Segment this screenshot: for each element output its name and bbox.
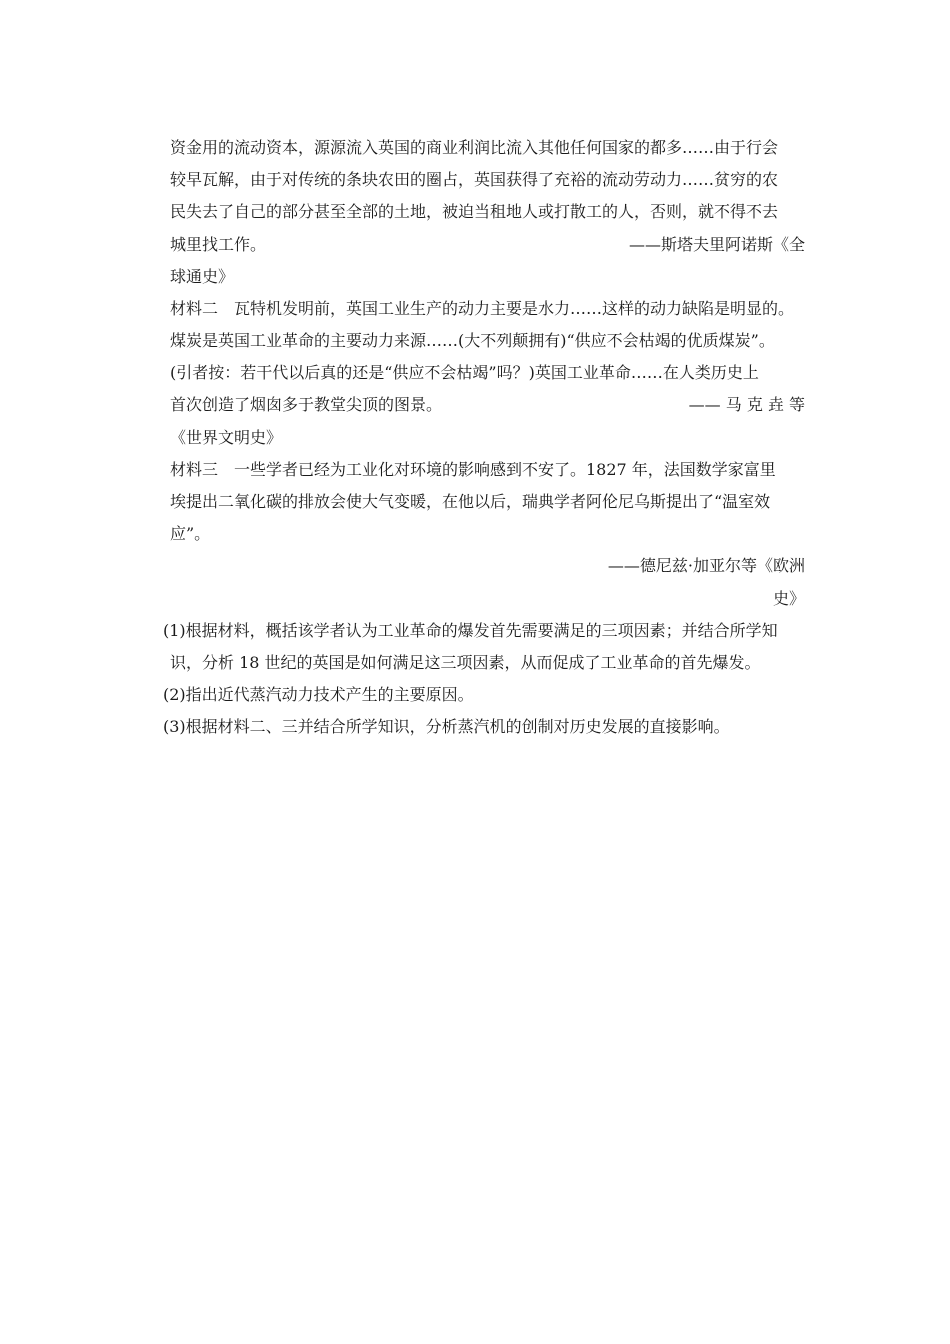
question-1-line-1: (1)根据材料，概括该学者认为工业革命的爆发首先需要满足的三项因素；并结合所学知	[163, 621, 778, 640]
material3-line-3: 应”。	[170, 524, 211, 543]
material2-line-3: (引者按：若干代以后真的还是“供应不会枯竭”吗？)英国工业革命……在人类历史上	[170, 363, 759, 382]
material2-line-2: 煤炭是英国工业革命的主要动力来源……(大不列颠拥有)“供应不会枯竭的优质煤炭”。	[170, 331, 775, 350]
question-3: (3)根据材料二、三并结合所学知识，分析蒸汽机的创制对历史发展的直接影响。	[163, 717, 730, 736]
material1-source-cont: 球通史》	[170, 267, 235, 286]
material1-line-3: 民失去了自己的部分甚至全部的土地，被迫当租地人或打散工的人，否则，就不得不去	[170, 202, 779, 221]
material2-line-4: 首次创造了烟囱多于教堂尖顶的图景。	[170, 395, 443, 414]
material2-line-1: 材料二 瓦特机发明前，英国工业生产的动力主要是水力……这样的动力缺陷是明显的。	[170, 299, 795, 318]
material3-source: ——德尼兹·加亚尔等《欧洲	[607, 556, 805, 575]
material1-line-2: 较早瓦解，由于对传统的条块农田的圈占，英国获得了充裕的流动劳动力……贫穷的农	[170, 170, 779, 189]
material3-source-cont: 史》	[772, 589, 805, 608]
material3-line-1: 材料三 一些学者已经为工业化对环境的影响感到不安了。1827 年，法国数学家富里	[170, 460, 776, 479]
material3-line-2: 埃提出二氧化碳的排放会使大气变暖，在他以后，瑞典学者阿伦尼乌斯提出了“温室效	[170, 492, 771, 511]
material2-source-cont: 《世界文明史》	[170, 428, 283, 447]
material1-line-4: 城里找工作。	[170, 235, 267, 254]
material2-source: —— 马 克 垚 等	[688, 395, 805, 414]
material1-source: ——斯塔夫里阿诺斯《全	[628, 235, 805, 254]
question-2: (2)指出近代蒸汽动力技术产生的主要原因。	[163, 685, 474, 704]
material1-line-1: 资金用的流动资本，源源流入英国的商业利润比流入其他任何国家的都多……由于行会	[170, 138, 779, 157]
question-1-line-2: 识，分析 18 世纪的英国是如何满足这三项因素，从而促成了工业革命的首先爆发。	[170, 653, 761, 672]
